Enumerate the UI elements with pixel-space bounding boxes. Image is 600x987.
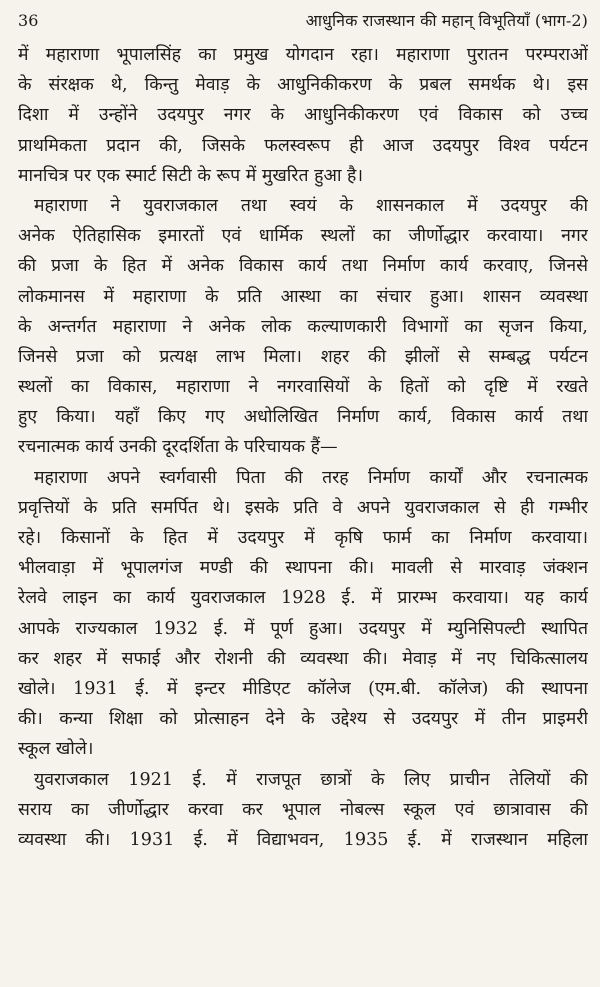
- text-line: अनेक ऐतिहासिक इमारतों एवं धार्मिक स्थलों का जीर्णोद्धार करवाया। नगर: [18, 226, 588, 247]
- text-line: प्राथमिकता प्रदान की, जिसके फलस्वरूप ही आज उदयपुर विश्व पर्यटन: [18, 135, 588, 156]
- text-line: की। कन्या शिक्षा को प्रोत्साहन देने के उद्देश्य से उदयपुर में तीन प्राइमरी: [18, 709, 588, 730]
- text-line: स्थलों का विकास, महाराणा ने नगरवासियों के हितों को दृष्टि में रखते: [18, 377, 588, 398]
- text-line: के संरक्षक थे, किन्तु मेवाड़ के आधुनिकीकरण के प्रबल समर्थक थे। इस: [18, 75, 588, 96]
- text-line: कर शहर में सफाई और रोशनी की व्यवस्था की। मेवाड़ में नए चिकित्सालय: [18, 648, 588, 669]
- text-line: के अन्तर्गत महाराणा ने अनेक लोक कल्याणकारी विभागों का सृजन किया,: [18, 316, 588, 337]
- text-line: लोकमानस में महाराणा के प्रति आस्था का संचार हुआ। शासन व्यवस्था: [18, 286, 588, 307]
- text-line: महाराणा अपने स्वर्गवासी पिता की तरह निर्माण कार्यों और रचनात्मक: [34, 467, 588, 488]
- text-line: खोले। 1931 ई. में इन्टर मीडिएट कॉलेज (एम.बी. कॉलेज) की स्थापना: [18, 678, 588, 699]
- text-line: की प्रजा के हित में अनेक विकास कार्य तथा निर्माण कार्य करवाए, जिनसे: [18, 256, 588, 277]
- body-text: [18, 40, 588, 855]
- text-line: आपके राज्यकाल 1932 ई. में पूर्ण हुआ। उदयपुर में म्युनिसिपल्टी स्थापित: [18, 618, 588, 639]
- text-line: जिनसे प्रजा को प्रत्यक्ष लाभ मिला। शहर की झीलों से सम्बद्ध पर्यटन: [18, 346, 588, 367]
- text-line: मानचित्र पर एक स्मार्ट सिटी के रूप में मुखरित हुआ है।: [18, 165, 364, 186]
- text-line: महाराणा ने युवराजकाल तथा स्वयं के शासनकाल में उदयपुर की: [34, 195, 588, 216]
- text-line: सराय का जीर्णोद्धार करवा कर भूपाल नोबल्स स्कूल एवं छात्रावास की: [18, 799, 588, 820]
- text-line: रेलवे लाइन का कार्य युवराजकाल 1928 ई. में प्रारम्भ करवाया। यह कार्य: [18, 588, 588, 609]
- text-line: दिशा में उन्होंने उदयपुर नगर के आधुनिकीकरण एवं विकास को उच्च: [18, 105, 588, 126]
- text-line: रहे। किसानों के हित में उदयपुर में कृषि फार्म का निर्माण करवाया।: [18, 528, 588, 548]
- text-line: भीलवाड़ा में भूपालगंज मण्डी की स्थापना की। मावली से मारवाड़ जंक्शन: [18, 558, 588, 579]
- book-title-header: आधुनिक राजस्थान की महान् विभूतियाँ (भाग-2): [305, 11, 588, 30]
- text-line: रचनात्मक कार्य उनकी दूरदर्शिता के परिचायक हैं—: [18, 437, 338, 458]
- text-line: स्कूल खोले।: [18, 739, 94, 760]
- text-line: हुए किया। यहाँ किए गए अधोलिखित निर्माण कार्य, विकास कार्य तथा: [18, 407, 588, 428]
- text-line: में महाराणा भूपालसिंह का प्रमुख योगदान रहा। महाराणा पुरातन परम्पराओं: [18, 45, 588, 65]
- text-line: युवराजकाल 1921 ई. में राजपूत छात्रों के लिए प्राचीन तेलियों की: [34, 769, 588, 790]
- text-line: व्यवस्था की। 1931 ई. में विद्याभवन, 1935 ई. में राजस्थान महिला: [18, 829, 588, 850]
- running-header: [18, 0, 588, 40]
- page-number: 36: [18, 10, 39, 30]
- text-line: प्रवृत्तियों के प्रति समर्पित थे। इसके प्रति वे अपने युवराजकाल से ही गम्भीर: [18, 497, 588, 518]
